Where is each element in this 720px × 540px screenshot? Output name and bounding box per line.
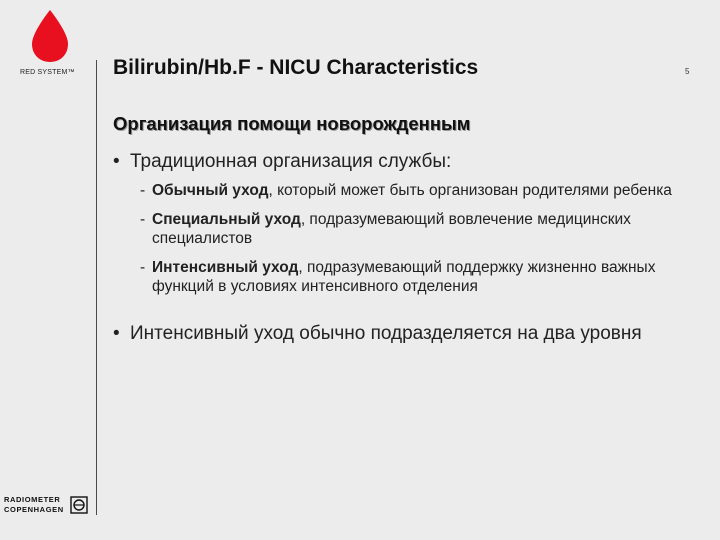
page-title: Bilirubin/Hb.F - NICU Characteristics — [113, 56, 479, 79]
sub-item — [140, 258, 710, 296]
bullet-text: Традиционная организация службы: — [130, 151, 452, 172]
sub-item-text: , подразумевающий поддержку жизненно важных функций в условиях интенсивного отделения — [152, 259, 656, 295]
sub-item — [140, 181, 710, 200]
bullet-item — [113, 150, 673, 174]
sub-dash: - — [140, 211, 146, 228]
vertical-divider — [96, 60, 97, 515]
sub-item-text: , подразумевающий вовлечение медицинских специалистов — [152, 211, 631, 247]
sub-list — [140, 181, 710, 306]
bullet-item — [113, 322, 673, 346]
sub-item-bold: Обычный уход — [152, 182, 269, 199]
brand-label: RED SYSTEM™ — [20, 69, 75, 76]
sub-item-text: , который может быть организован родителями ребенка — [268, 182, 672, 199]
logo-line2: COPENHAGEN — [4, 505, 64, 514]
radiometer-logo-icon — [70, 496, 88, 514]
section-subtitle: Организация помощи новорожденным — [113, 113, 471, 134]
sub-dash: - — [140, 182, 146, 199]
sub-item-bold: Интенсивный уход — [152, 259, 299, 276]
logo-line1: RADIOMETER — [4, 495, 61, 504]
sub-dash: - — [140, 259, 146, 276]
bullet-text: Интенсивный уход обычно подразделяется на два уровня — [130, 323, 642, 344]
radiometer-logo — [4, 490, 90, 520]
slide-number: 5 — [685, 67, 690, 76]
sub-item — [140, 210, 710, 248]
blood-drop-icon — [28, 8, 72, 64]
sub-item-bold: Специальный уход — [152, 211, 301, 228]
bullet-marker: • — [113, 151, 120, 172]
bullet-marker: • — [113, 323, 120, 344]
